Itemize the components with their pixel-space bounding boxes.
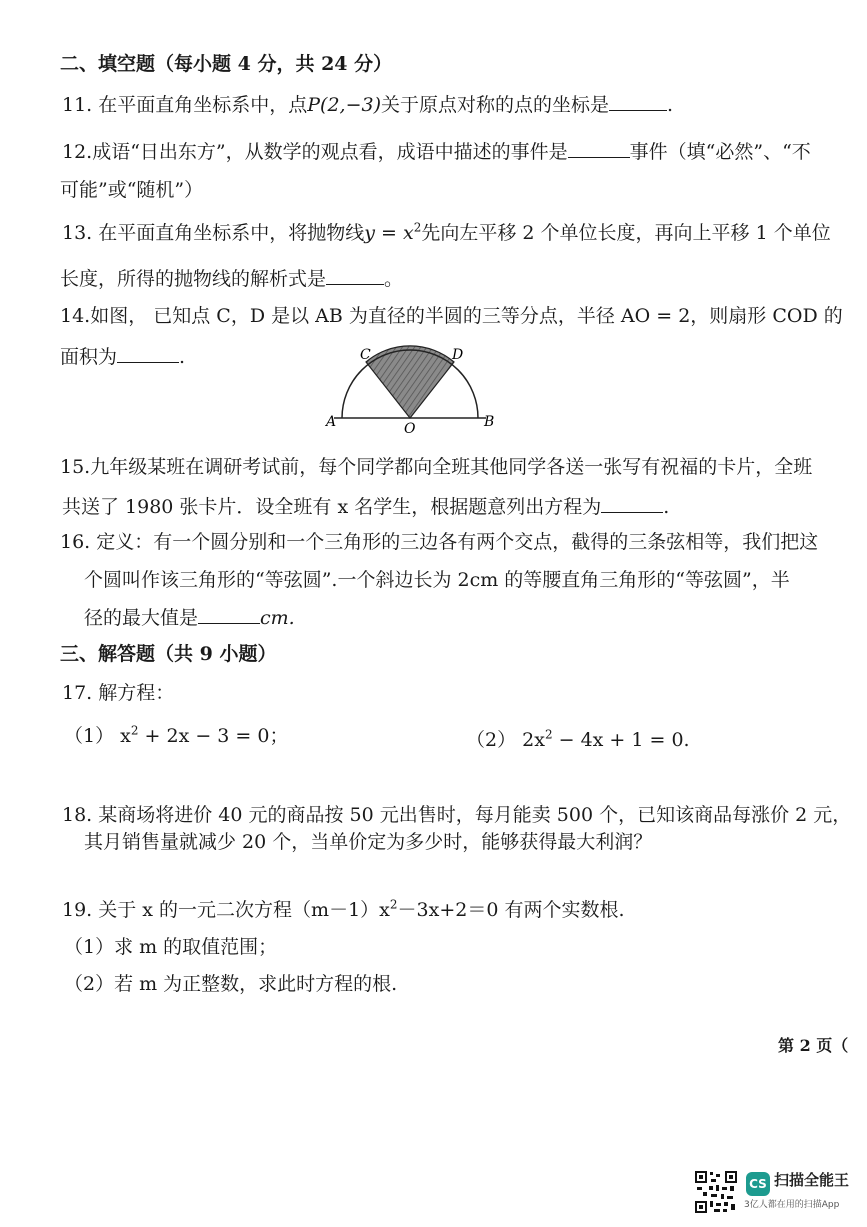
question-18-line-2: 其月销售量就减少 20 个，当单价定为多少时，能够获得最大利润？ (84, 831, 653, 853)
label-o: O (404, 421, 416, 434)
q11-answer-blank (609, 92, 667, 111)
brand-tagline: 3亿人都在用的扫描App (744, 1200, 840, 1210)
q17-p2-b: − 4x + 1 = 0. (552, 729, 690, 751)
question-12-line-2: 可能”或“随机”） (60, 179, 204, 201)
question-12-line-1 (62, 139, 811, 164)
q17-p2-a: （2） 2x (466, 729, 545, 751)
question-14-line-1: 14.如图， 已知点 C，D 是以 AB 为直径的半圆的三等分点，半径 AO = 2，则扇形 COD 的 (60, 305, 843, 327)
question-19-line-1 (62, 898, 625, 922)
section-3-heading: 三、解答题（共 9 小题） (60, 643, 277, 665)
q19-text-b: －3x+2＝0 有两个实数根. (397, 899, 625, 921)
question-19-part-1: （1）求 m 的取值范围； (64, 936, 278, 958)
question-14-line-2 (60, 344, 185, 369)
brand-name: 扫描全能王 (774, 1171, 850, 1189)
question-16-line-3 (84, 605, 295, 630)
label-d: D (452, 347, 464, 363)
label-c: C (360, 347, 371, 363)
q14-text-line2a: 面积为 (60, 346, 118, 368)
question-17-part-2 (466, 728, 690, 752)
q12-text-b: 事件（填“必然”、“不 (629, 141, 811, 163)
q14-text-line2b: . (179, 346, 186, 368)
q15-answer-blank (601, 494, 663, 513)
question-19-part-2: （2）若 m 为正整数，求此时方程的根. (64, 973, 398, 995)
q19-exponent: 2 (389, 897, 398, 912)
q15-text-line2b: . (663, 496, 670, 518)
question-15-line-2 (62, 494, 669, 519)
question-16-line-2: 个圆叫作该三角形的“等弦圆”.一个斜边长为 2cm 的等腰直角三角形的“等弦圆”，半 (84, 569, 790, 591)
label-b: B (484, 414, 495, 430)
q15-text-line2a: 共送了 1980 张卡片．设全班有 x 名学生，根据题意列出方程为 (62, 496, 602, 518)
q11-point: P(2,−3) (307, 94, 382, 116)
q12-answer-blank (568, 139, 630, 158)
q17-p1-b: + 2x − 3 = 0； (138, 725, 289, 747)
page-number: 第 2 页（ (778, 1036, 849, 1055)
q13-text-a: 13. 在平面直角坐标系中，将抛物线 (62, 222, 365, 244)
camscanner-logo-icon: CS (746, 1172, 770, 1196)
q13-text-line2a: 长度，所得的抛物线的解析式是 (60, 268, 327, 290)
question-16-line-1: 16. 定义：有一个圆分别和一个三角形的三边各有两个交点，截得的三条弦相等，我们把这 (60, 531, 819, 553)
section-2-heading: 二、填空题（每小题 4 分，共 24 分） (60, 53, 393, 75)
q16-text-line3a: 径的最大值是 (84, 607, 199, 629)
qr-code-icon (694, 1170, 738, 1214)
q17-p1-a: （1） x (64, 725, 131, 747)
question-13-line-1 (62, 221, 831, 245)
q13-eq: y = x (364, 222, 414, 244)
question-15-line-1: 15.九年级某班在调研考试前，每个同学都向全班其他同学各送一张写有祝福的卡片，全班 (60, 456, 813, 478)
q12-text-a: 12.成语“日出东方”，从数学的观点看，成语中描述的事件是 (62, 141, 568, 163)
q13-exponent: 2 (413, 220, 422, 235)
label-a: A (326, 414, 337, 430)
q19-text-a: 19. 关于 x 的一元二次方程（m－1）x (62, 899, 390, 921)
question-18-line-1: 18. 某商场将进价 40 元的商品按 50 元出售时，每月能卖 500 个，已知该商品每涨价 2 元， (62, 804, 852, 826)
q13-text-line2b: 。 (384, 268, 404, 290)
q11-text-b: 关于原点对称的点的坐标是 (381, 94, 610, 116)
q11-text-a: 11. 在平面直角坐标系中，点 (62, 94, 308, 116)
question-11 (62, 92, 673, 117)
q16-answer-blank (198, 605, 260, 624)
question-17-part-1 (64, 724, 288, 748)
semicircle-sector-figure (320, 342, 500, 434)
q17-p2-exponent: 2 (544, 727, 553, 742)
question-13-line-2 (60, 266, 403, 291)
q14-answer-blank (117, 344, 179, 363)
q17-p1-exponent: 2 (130, 723, 139, 738)
q16-text-line3b: cm. (260, 607, 295, 629)
q13-text-b: 先向左平移 2 个单位长度，再向上平移 1 个单位 (421, 222, 831, 244)
q11-text-c: . (667, 94, 674, 116)
q13-answer-blank (326, 266, 384, 285)
question-17-title: 17. 解方程： (62, 682, 175, 704)
